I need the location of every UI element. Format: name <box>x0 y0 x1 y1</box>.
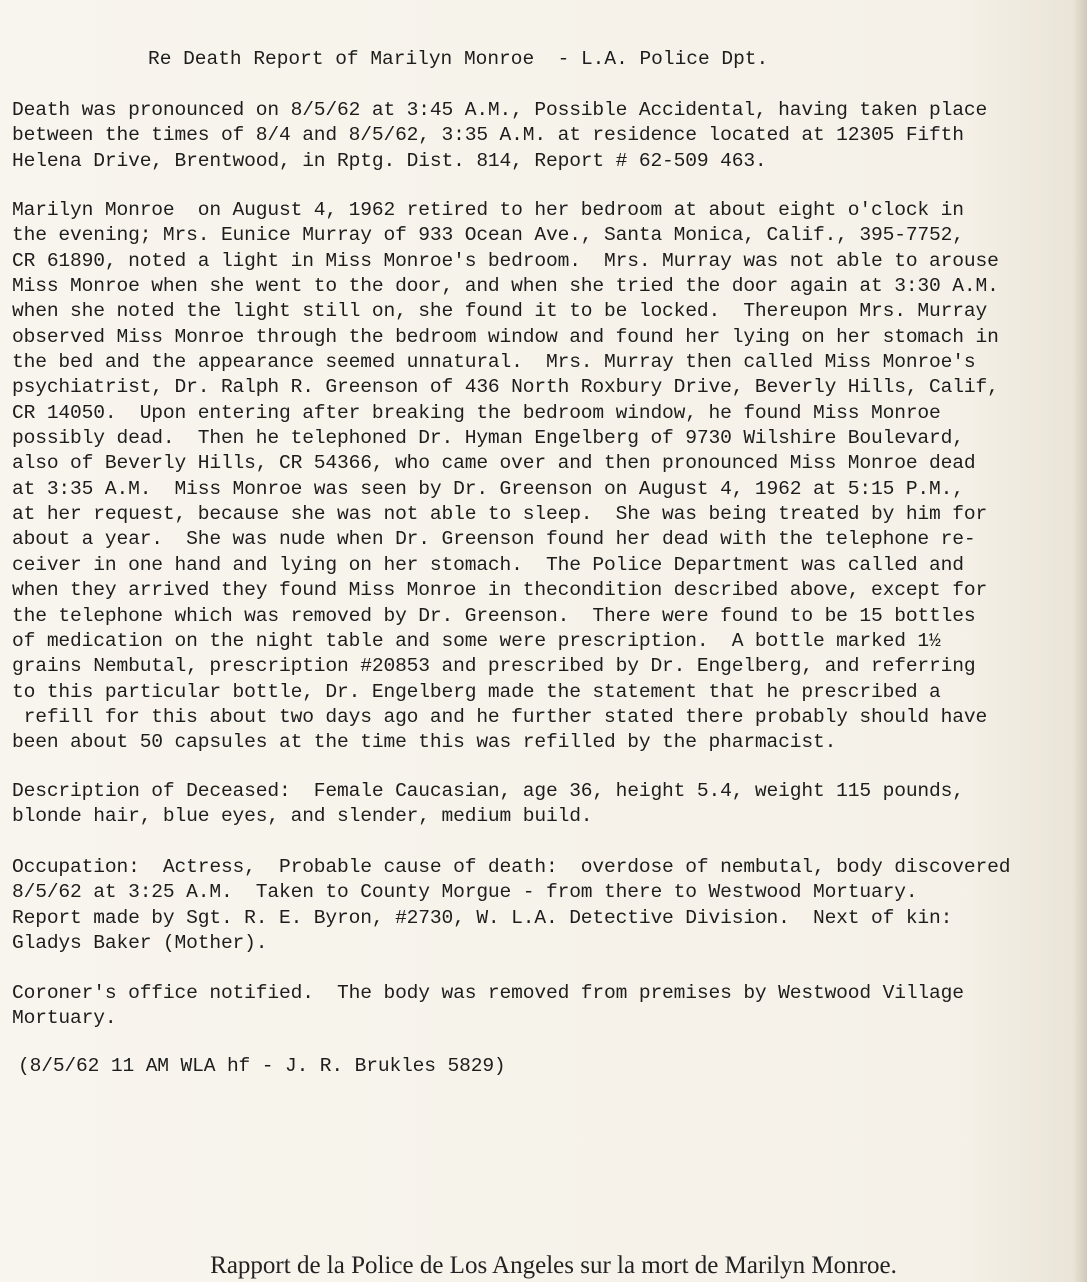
paragraph-circumstances: Marilyn Monroe on August 4, 1962 retired to her bedroom at about eight o'clock in the evening; Mrs. Eunice Murray of 933 Ocean Ave., Santa Monica, Calif., 395-7752, CR 61890, noted a light in Miss Monroe's bedroom. Mrs. Murray was not able to arouse Miss Monroe when she went to the door, and when she tried the door again at 3:30 A.M. when she noted the light still on, she found it to be locked. Thereupon Mrs. Murray observed Miss Monroe through the bedroom window and found her lying on her stomach in the bed and the appearance seemed unnatural. Mrs. Murray then called Miss Monroe's psychiatrist, Dr. Ralph R. Greenson of 436 North Roxbury Drive, Beverly Hills, Calif, CR 14050. Upon entering after breaking the bedroom window, he found Miss Monroe possibly dead. Then he telephoned Dr. Hyman Engelberg of 9730 Wilshire Boulevard, also of Beverly Hills, CR 54366, who came over and then pronounced Miss Monroe dead at 3:35 A.M. Miss Monroe was seen by Dr. Greenson on August 4, 1962 at 5:15 P.M., at her request, because she was not able to sleep. She was being treated by him for about a year. She was nude when Dr. Greenson found her dead with the telephone re- ceiver in one hand and lying on her stomach. The Police Department was called and when they arrived they found Miss Monroe in thecondition described above, except for the telephone which was removed by Dr. Greenson. There were found to be 15 bottles of medication on the night table and some were prescription. A bottle marked 1½ grains Nembutal, prescription #20853 and prescribed by Dr. Engelberg, and referring to this particular bottle, Dr. Engelberg made the statement that he prescribed a refill for this about two days ago and he further stated there probably should have been about 50 capsules at the time this was refilled by the pharmacist. <box>12 199 999 754</box>
paragraph-coroner: Coroner's office notified. The body was removed from premises by Westwood Village Mortuary. <box>12 982 964 1030</box>
paragraph-death-pronouncement: Death was pronounced on 8/5/62 at 3:45 A.M., Possible Accidental, having taken place between the times of 8/4 and 8/5/62, 3:35 A.M. at residence located at 12305 Fifth Helena Drive, Brentwood, in Rptg. Dist. 814, Report # 62-509 463. <box>12 99 988 172</box>
document-title: Re Death Report of Marilyn Monroe - L.A. Police Dpt. <box>148 48 769 70</box>
paragraph-description: Description of Deceased: Female Caucasian, age 36, height 5.4, weight 115 pounds, blonde hair, blue eyes, and slender, medium build. <box>12 780 964 828</box>
paragraph-occupation: Occupation: Actress, Probable cause of death: overdose of nembutal, body discovered 8/5/62 at 3:25 A.M. Taken to County Morgue - from there to Westwood Mortuary. Report made by Sgt. R. E. Byron, #2730, W. L.A. Detective Division. Next of kin: Gladys Baker (Mother). <box>12 856 1011 954</box>
page-binding-shadow <box>1073 0 1087 1282</box>
paragraph-report-signature: (8/5/62 11 AM WLA hf - J. R. Brukles 5829) <box>18 1055 506 1077</box>
page-caption: Rapport de la Police de Los Angeles sur la mort de Marilyn Monroe. <box>210 1252 897 1279</box>
